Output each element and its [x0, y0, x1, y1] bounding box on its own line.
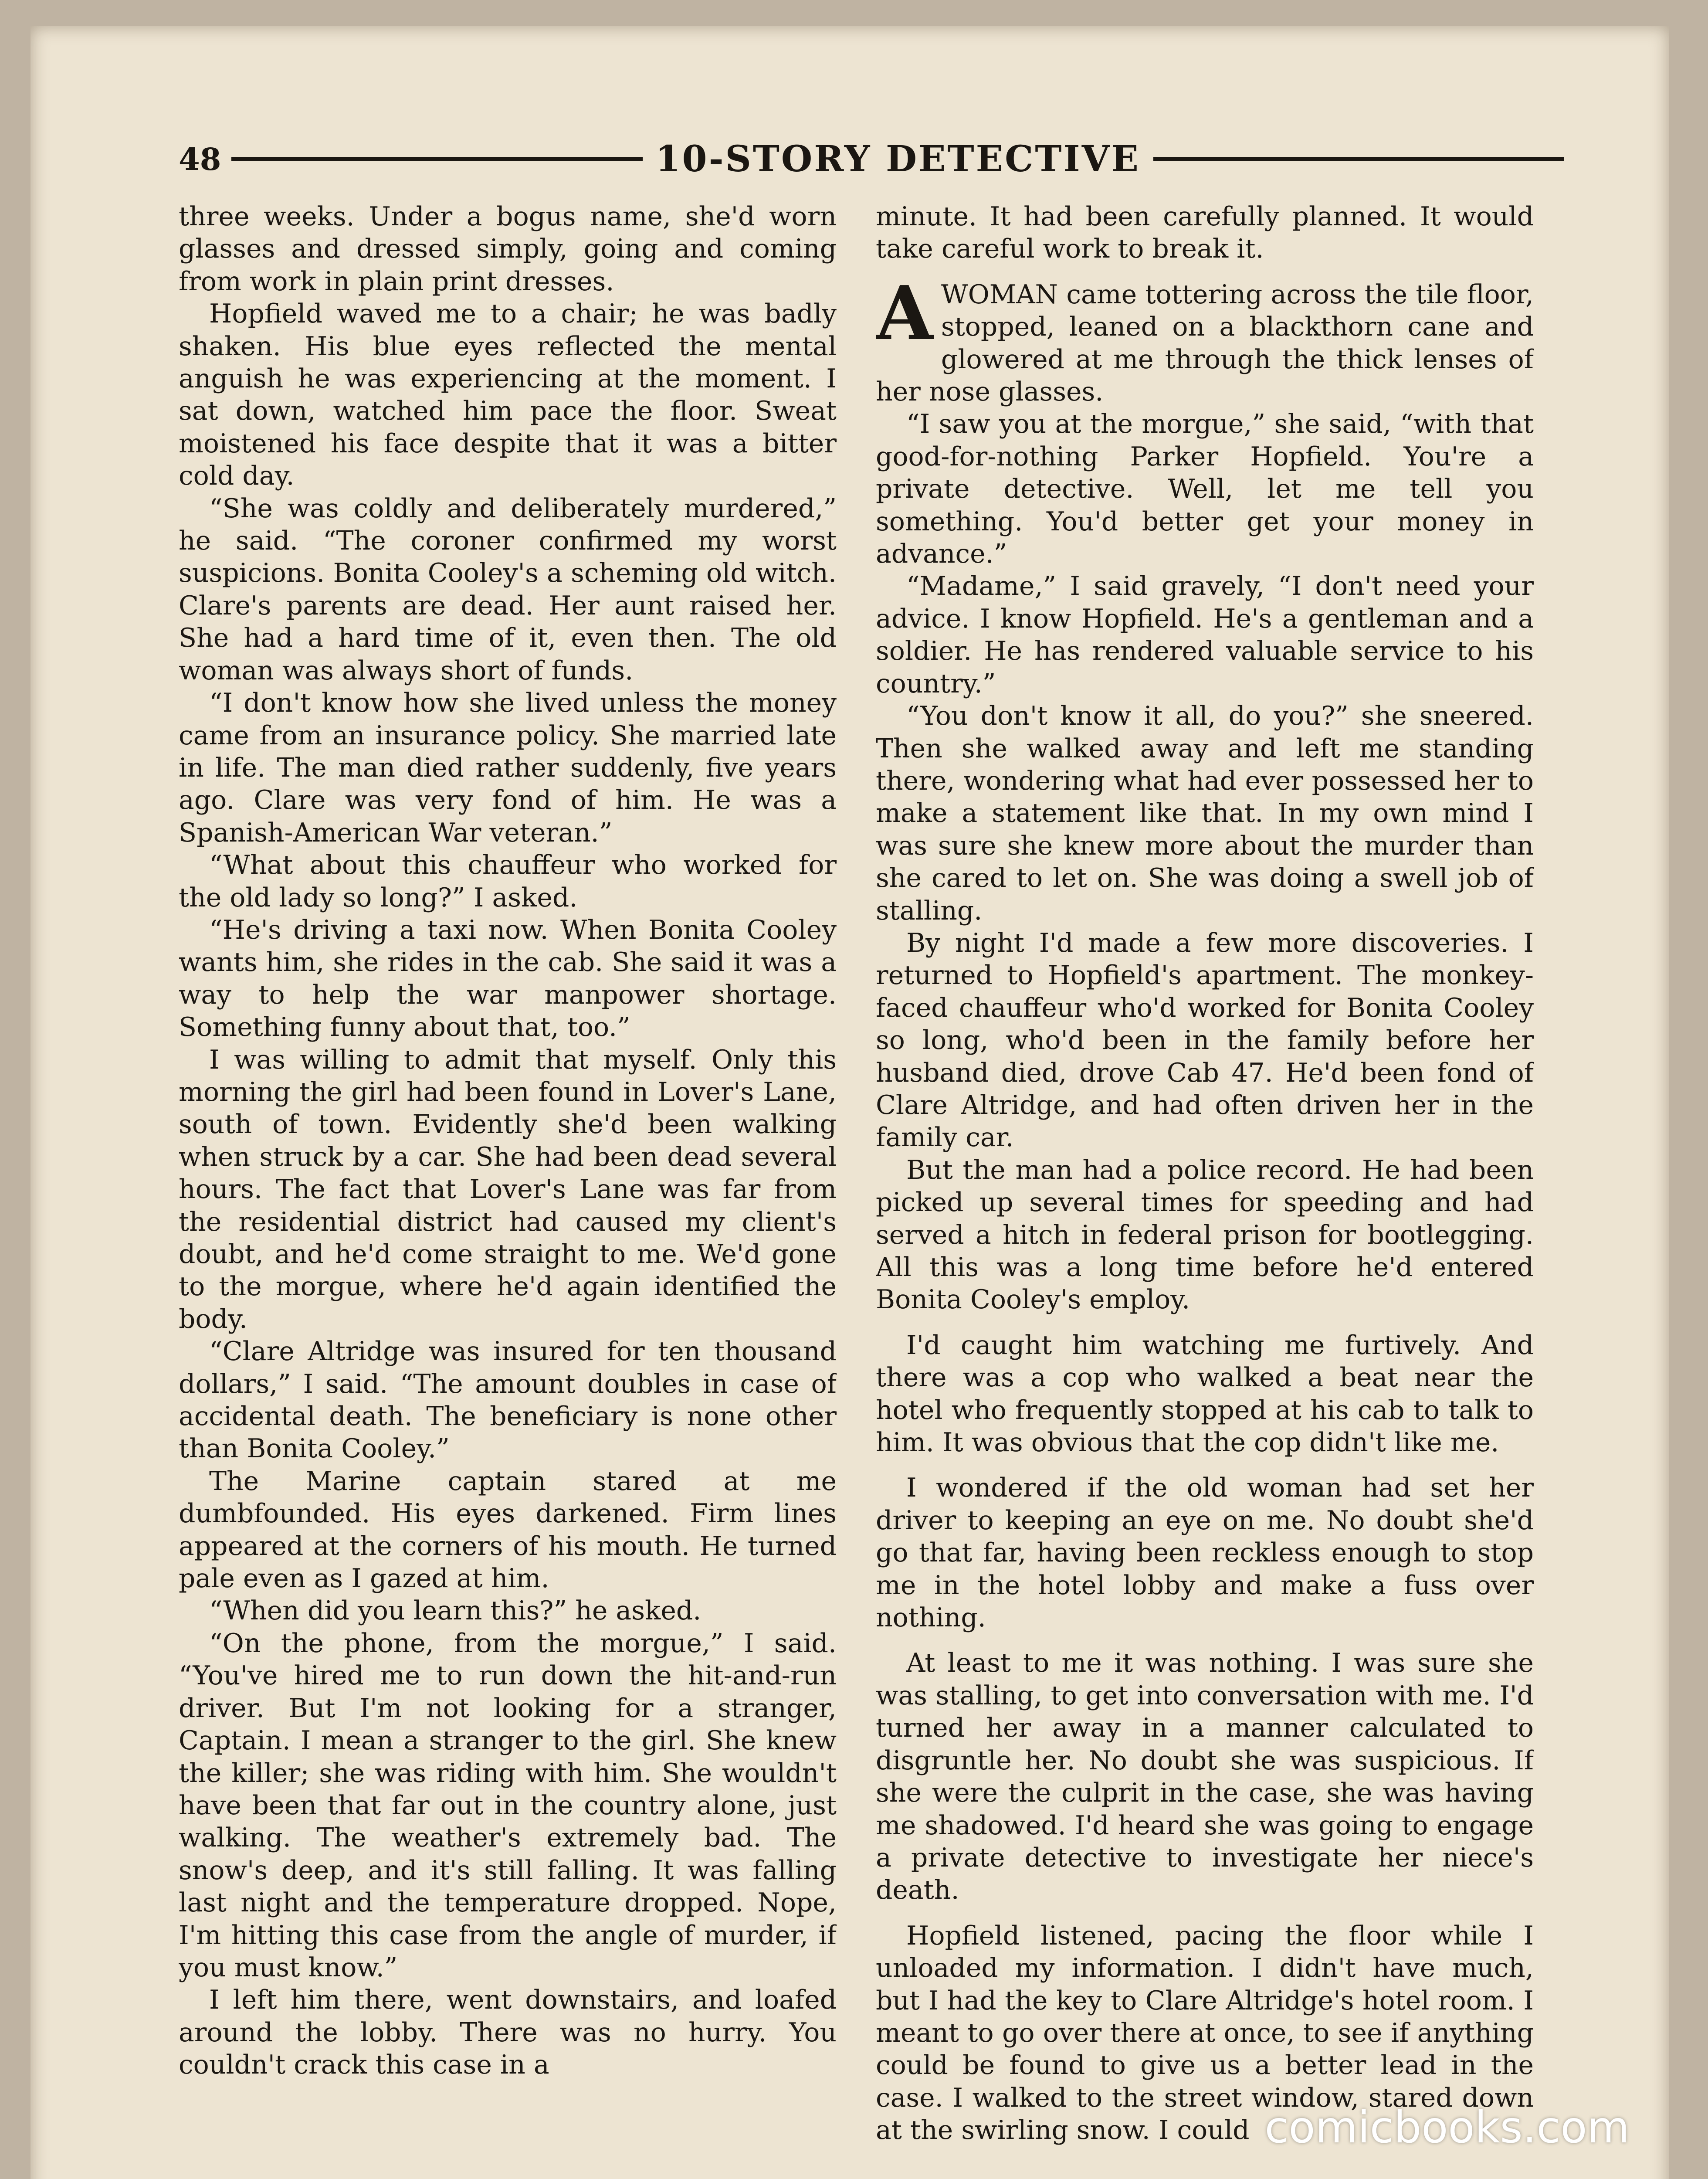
left-column: [179, 200, 837, 2179]
paragraph: The Marine captain stared at me dumbfounded. His eyes darkened. Firm lines appeared at the corners of his mouth. He turned pale even as I gazed at him.: [179, 1466, 837, 1594]
drop-cap-paragraph: [876, 269, 1534, 408]
paragraph: But the man had a police record. He had been picked up several times for speeding and had served a hitch in federal prison for bootlegging. All this was a long time before he'd entered Bonita Cooley's employ.: [876, 1154, 1534, 1315]
watermark: comicbooks.com: [1264, 2102, 1630, 2153]
header-rule-right: [1153, 157, 1564, 161]
drop-cap-letter: A: [876, 269, 933, 357]
page-number: 48: [179, 141, 221, 177]
paragraph: I wondered if the old woman had set her driver to keeping an eye on me. No doubt she'd go that far, having been reckless enough to stop me in the hotel lobby and make a fuss over nothing.: [876, 1473, 1534, 1633]
paragraph: “What about this chauffeur who worked for the old lady so long?” I asked.: [179, 850, 837, 913]
paragraph: “You don't know it all, do you?” she sneered. Then she walked away and left me standing there, wondering what had ever possessed her to make a statement like that. In my own mind I was sure she knew more about the murder than she cared to let on. She was doing a swell job of stalling.: [876, 701, 1534, 926]
paragraph: “Madame,” I said gravely, “I don't need your advice. I know Hopfield. He's a gentleman and a soldier. He has rendered valuable service to his country.”: [876, 571, 1534, 699]
paragraph: “Clare Altridge was insured for ten thousand dollars,” I said. “The amount doubles in case of accidental death. The beneficiary is none other than Bonita Cooley.”: [179, 1336, 837, 1464]
paragraph: I left him there, went downstairs, and loafed around the lobby. There was no hurry. You couldn't crack this case in a: [179, 1985, 837, 2081]
right-column: [876, 200, 1534, 2179]
paragraph: minute. It had been carefully planned. It would take careful work to break it.: [876, 201, 1534, 265]
paragraph: Hopfield listened, pacing the floor while I unloaded my information. I didn't have much, but I had the key to Clare Altridge's hotel room. I meant to go over there at once, to see if anything could be found to give us a better lead in the case. I walked to the street window, stared down at the swirling snow. I could: [876, 1920, 1534, 2146]
paragraph: “When did you learn this?” he asked.: [209, 1595, 702, 1626]
paragraph: By night I'd made a few more discoveries. I returned to Hopfield's apartment. The monkey-faced chauffeur who'd worked for Bonita Cooley so long, who'd been in the family before her husband died, drove Cab 47. He'd been fond of Clare Altridge, and had often driven her in the family car.: [876, 927, 1534, 1153]
paragraph: At least to me it was nothing. I was sure she was stalling, to get into conversation with me. I'd turned her away in a manner calculated to disgruntle her. No doubt she was suspicious. If she were the culprit in the case, she was having me shadowed. I'd heard she was going to engage a private detective to investigate her niece's death.: [876, 1648, 1534, 1906]
drop-cap-text: WOMAN came tottering across the tile floor, stopped, leaned on a blackthorn cane and glowered at me through the thick lenses of her nose glasses.: [876, 279, 1534, 407]
paragraph: “She was coldly and deliberately murdered,” he said. “The coroner confirmed my worst suspicions. Bonita Cooley's a scheming old witch. Clare's parents are dead. Her aunt raised her. She had a hard time of it, even then. The old woman was always short of funds.: [179, 493, 837, 686]
paragraph: three weeks. Under a bogus name, she'd worn glasses and dressed simply, going and coming from work in plain print dresses.: [179, 201, 837, 297]
paragraph: I'd caught him watching me furtively. And there was a cop who walked a beat near the hotel who frequently stopped at his cab to talk to him. It was obvious that the cop didn't like me.: [876, 1330, 1534, 1458]
paragraph: I was willing to admit that myself. Only this morning the girl had been found in Lover's Lane, south of town. Evidently she'd been walking when struck by a car. She had been dead several hours. The fact that Lover's Lane was far from the residential district had caused my client's doubt, and he'd come straight to me. We'd gone to the morgue, where he'd again identified the body.: [179, 1044, 837, 1334]
paragraph: “I saw you at the morgue,” she said, “with that good-for-nothing Parker Hopfield. You're a private detective. Well, let me tell you something. You'd better get your money in advance.”: [876, 409, 1534, 570]
paragraph: Hopfield waved me to a chair; he was badly shaken. His blue eyes reflected the mental anguish he was experiencing at the moment. I sat down, watched him pace the floor. Sweat moistened his face despite that it was a bitter cold day.: [179, 299, 837, 492]
magazine-title: 10-STORY DETECTIVE: [655, 138, 1140, 180]
paragraph: “On the phone, from the morgue,” I said. “You've hired me to run down the hit-and-run driver. But I'm not looking for a stranger, Captain. I mean a stranger to the girl. She knew the killer; she was riding with him. She wouldn't have been that far out in the country alone, just walking. The weather's extremely bad. The snow's deep, and it's still falling. It was falling last night and the temperature dropped. Nope, I'm hitting this case from the angle of murder, if you must know.”: [179, 1628, 837, 1983]
paragraph: “I don't know how she lived unless the money came from an insurance policy. She married late in life. The man died rather suddenly, five years ago. Clare was very fond of him. He was a Spanish-American War veteran.”: [179, 688, 837, 848]
header-rule-left: [231, 157, 642, 161]
page-header: [179, 126, 1564, 192]
magazine-page: [30, 26, 1669, 2179]
paragraph: “He's driving a taxi now. When Bonita Cooley wants him, she rides in the cab. She said it was a way to help the war manpower shortage. Something funny about that, too.”: [179, 914, 837, 1043]
